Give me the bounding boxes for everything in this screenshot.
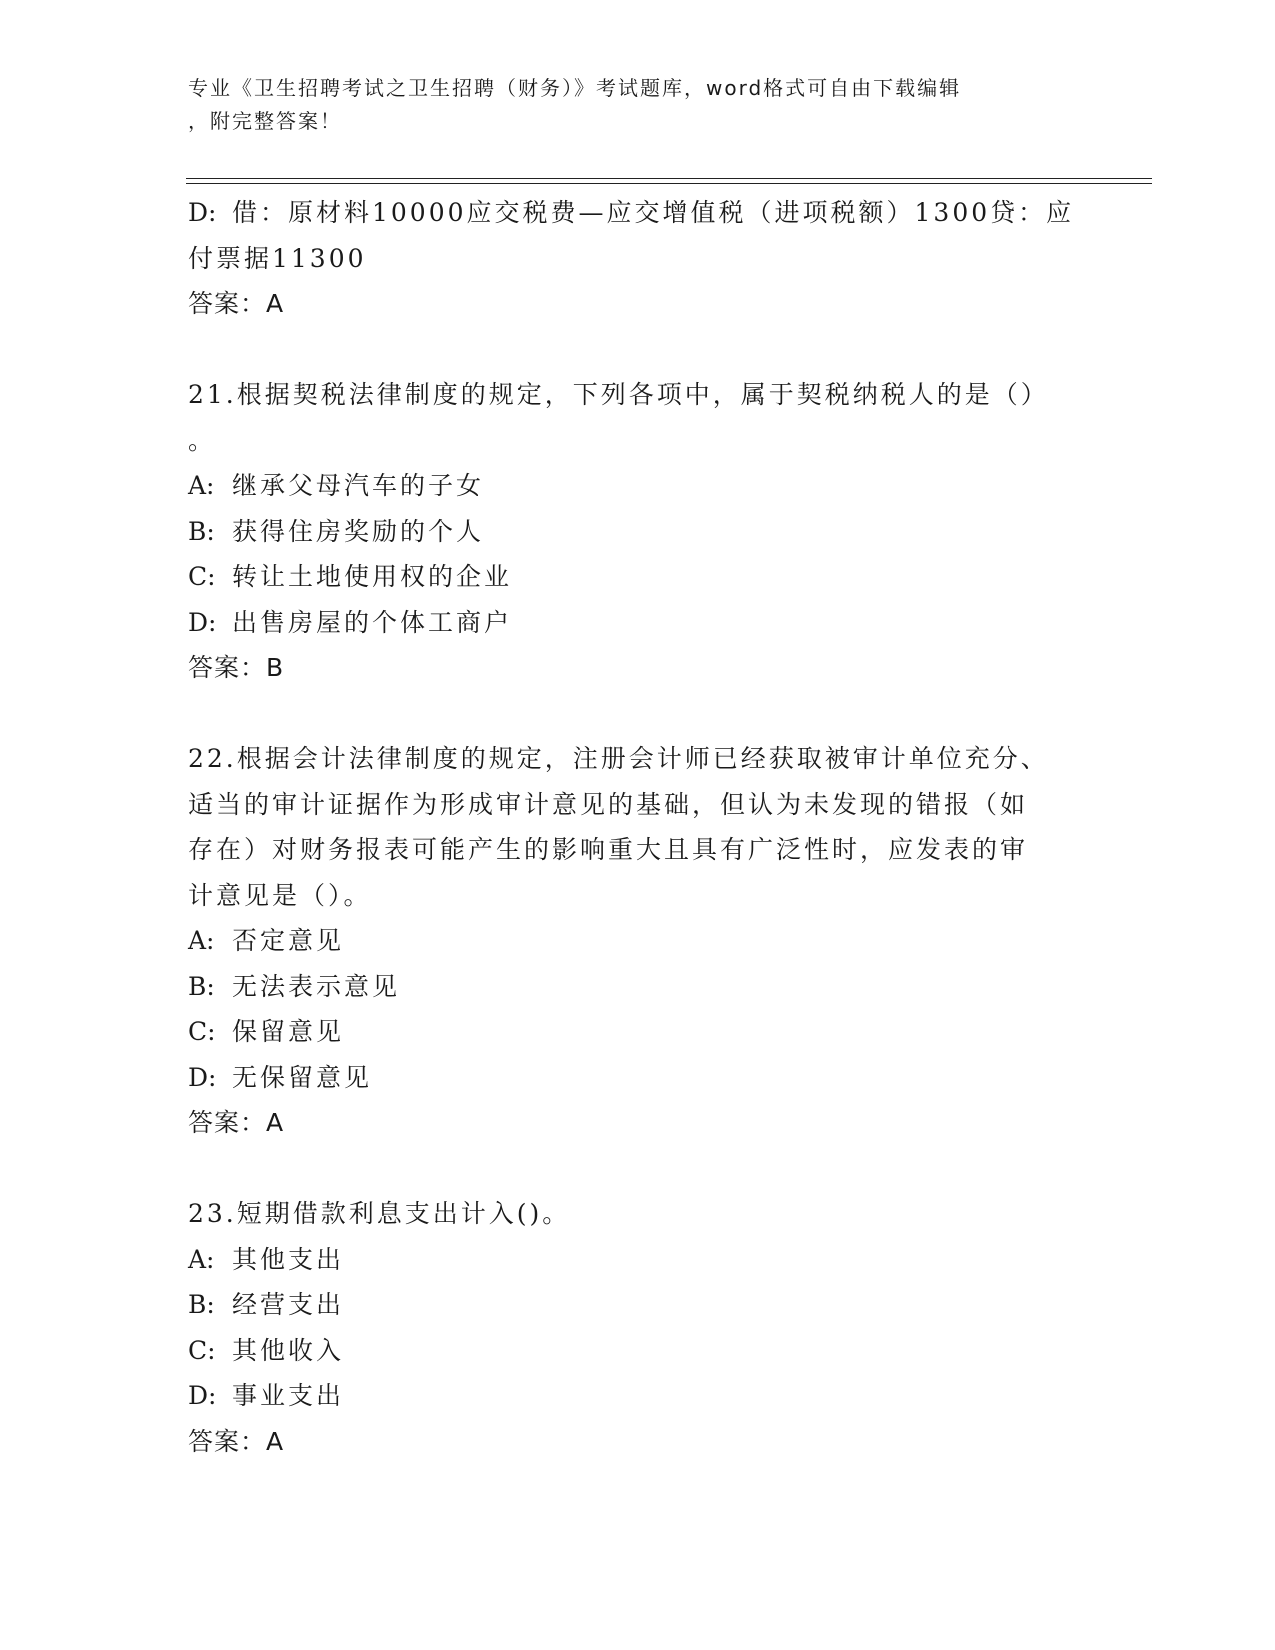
- question-stem-line: 23.短期借款利息支出计入()。: [188, 1199, 571, 1228]
- question-stem-line: 存在）对财务报表可能产生的影响重大且具有广泛性时，应发表的审: [188, 835, 1029, 864]
- option-c: C: 其他收入: [188, 1335, 345, 1365]
- header-line-2: ，附完整答案！: [188, 109, 342, 133]
- option-c: C: 转让土地使用权的企业: [188, 562, 513, 591]
- option-d: D: 事业支出: [188, 1381, 345, 1410]
- question-21: [188, 372, 1088, 691]
- option-b: B: 获得住房奖励的个人: [188, 516, 485, 546]
- question-stem-line: 适当的审计证据作为形成审计意见的基础，但认为未发现的错报（如: [188, 789, 1029, 819]
- question-23: [188, 1191, 1088, 1464]
- answer-line: 答案：B: [188, 653, 285, 682]
- option-b: B: 无法表示意见: [188, 971, 401, 1001]
- option-b: B: 经营支出: [188, 1290, 345, 1319]
- header-line-1: 专业《卫生招聘考试之卫生招聘（财务）》考试题库，word格式可自由下载编辑: [188, 76, 962, 100]
- answer-line: 答案：A: [188, 1426, 285, 1456]
- question-22: [188, 736, 1088, 1146]
- option-d: D: 无保留意见: [188, 1062, 373, 1092]
- option-c: C: 保留意见: [188, 1017, 345, 1046]
- header-divider-top: [186, 178, 1152, 179]
- option-a: A: 其他支出: [188, 1244, 345, 1274]
- option-a: A: 继承父母汽车的子女: [188, 471, 485, 500]
- question-stem-line: 22.根据会计法律制度的规定，注册会计师已经获取被审计单位充分、: [188, 744, 1049, 773]
- question-stem-line: 计意见是（）。: [188, 880, 372, 910]
- option-d: D: 借：原材料10000应交税费—应交增值税（进项税额）1300贷：应: [188, 198, 1075, 227]
- document-body: [188, 190, 1088, 1464]
- question-stem-line: 21.根据契税法律制度的规定，下列各项中，属于契税纳税人的是（）: [188, 380, 1049, 409]
- option-a: A: 否定意见: [188, 926, 345, 955]
- question-stem-line: 。: [188, 425, 217, 455]
- carryover-block: [188, 190, 1088, 327]
- document-header: [188, 72, 1068, 138]
- option-d: D: 出售房屋的个体工商户: [188, 607, 513, 637]
- option-d-continued: 付票据11300: [188, 243, 367, 273]
- answer-line: 答案：A: [188, 289, 285, 318]
- header-divider-bottom: [186, 183, 1152, 184]
- answer-line: 答案：A: [188, 1108, 285, 1137]
- option-d-text-line-1: 借：原材料10000应交税费—应交增值税（进项税额）1300贷：应: [232, 198, 1075, 227]
